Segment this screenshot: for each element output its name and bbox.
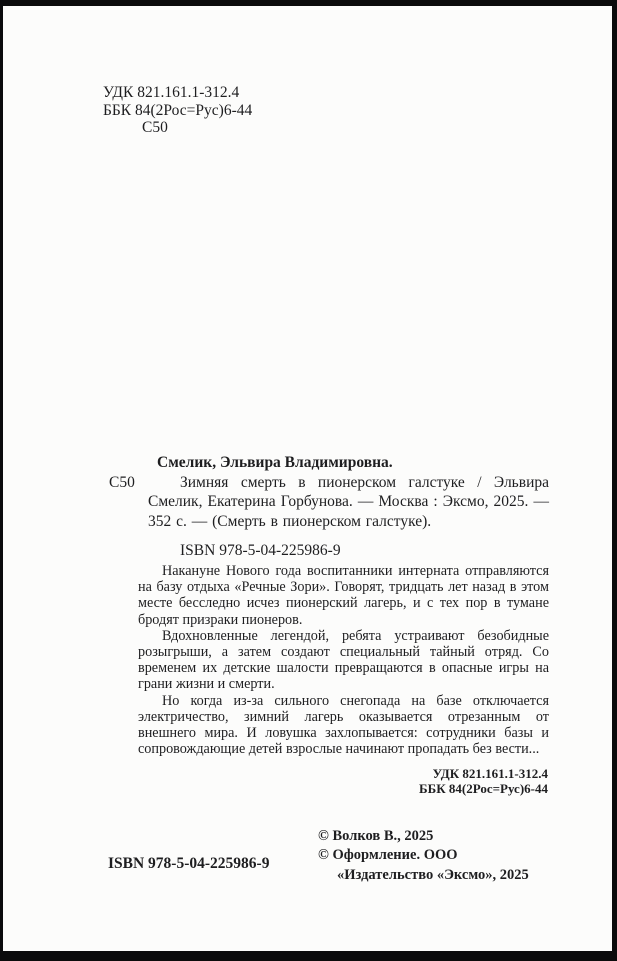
catalog-card (109, 453, 549, 561)
copyright-author-line: © Волков В., 2025 (318, 828, 434, 844)
annotation-block (138, 563, 549, 757)
isbn-bottom: ISBN 978-5-04-225986-9 (108, 855, 270, 872)
copyright-block (318, 827, 551, 885)
catalog-description: Зимняя смерть в пионерском галстуке / Эльвира Смелик, Екатерина Горбунова. — Москва : Эксмо, 2025. — 352 с. — (Смерть в пионерском галстуке). (148, 473, 549, 530)
udk-code-top: УДК 821.161.1-312.4 (103, 84, 240, 101)
catalog-author-heading: Смелик, Эльвира Владимировна. (157, 454, 393, 471)
copyright-publisher-line: © Оформление. ООО «Издательство «Эксмо», 2025 (318, 847, 529, 883)
udk-code-bottom: УДК 821.161.1-312.4 (432, 766, 548, 781)
classification-codes-top (103, 84, 252, 137)
author-sign-code-top: С50 (142, 119, 168, 136)
imprint-page (3, 6, 612, 951)
annotation-paragraph-2: Вдохновленные легендой, ребята устраивают безобидные розыгрыши, а затем создают специальный тайный отряд. Со временем их детские шалости превращаются в опасные игры на грани жизни и смерти. (138, 627, 549, 693)
author-sign-margin-code: С50 (109, 473, 135, 491)
classification-codes-bottom (419, 766, 548, 796)
catalog-description-wrap (109, 473, 549, 532)
isbn-catalog: ISBN 978-5-04-225986-9 (180, 542, 341, 559)
bbk-code-top: ББК 84(2Рос=Рус)6-44 (103, 101, 253, 119)
annotation-paragraph-3: Но когда из-за сильного снегопада на базе отключается электричество, зимний лагерь оказывается отрезанным от внешнего мира. И ловушка захлопывается: сотрудники базы и сопровождающие детей взрослые начинают пропадать без вести... (138, 692, 549, 758)
annotation-paragraph-1: Накануне Нового года воспитанники интерната отправляются на базу отдыха «Речные Зори». Говорят, тридцать лет назад в этом месте бесследно исчез пионерский лагерь, и с тех пор в тумане бродят призраки пионеров. (138, 563, 549, 628)
bbk-code-bottom: ББК 84(2Рос=Рус)6-44 (419, 781, 548, 796)
